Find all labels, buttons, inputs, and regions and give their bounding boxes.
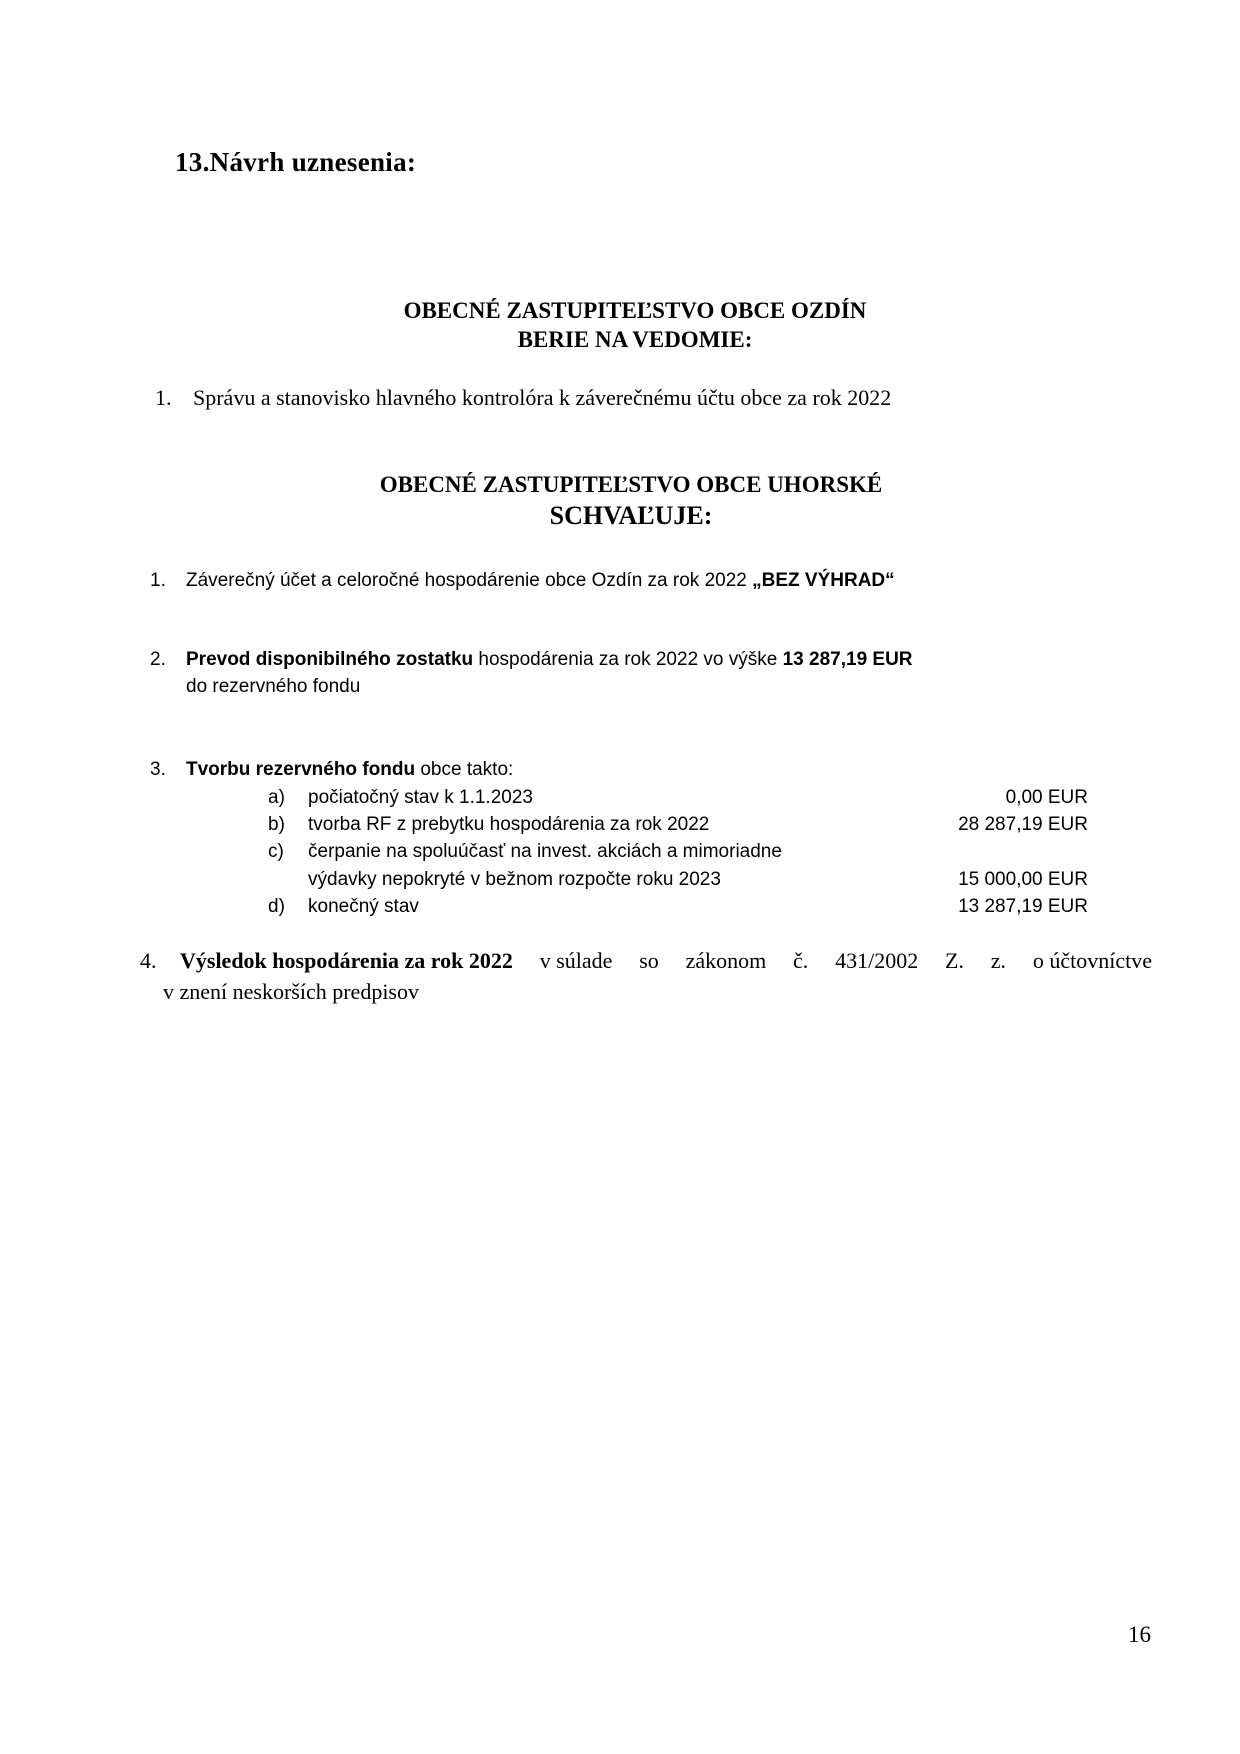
item-word: z. — [990, 948, 1007, 973]
item-word: v súlade — [539, 948, 613, 973]
item-number: 1. — [155, 385, 172, 410]
item-number: 2. — [150, 649, 166, 670]
section-2-item-4 — [140, 945, 1152, 1007]
item-number: 4. — [140, 948, 157, 973]
row-text: tvorba RF z prebytku hospodárenia za rok 2022 — [308, 814, 710, 835]
item-text-line-2: do rezervného fondu — [186, 676, 361, 697]
item-text: obce takto: — [415, 759, 514, 780]
item-emphasis: Prevod disponibilného zostatku — [186, 649, 474, 670]
item-line-1 — [140, 945, 1152, 976]
row-text: čerpanie na spoluúčasť na invest. akciách a mimoriadne — [308, 841, 782, 862]
row-letter: b) — [268, 814, 285, 835]
row-letter: c) — [268, 841, 284, 862]
section-2-item-2 — [150, 646, 913, 700]
item-emphasis: Výsledok hospodárenia za rok 2022 — [180, 948, 513, 973]
page-number: 16 — [1128, 1622, 1151, 1647]
row-amount: 13 287,19 EUR — [958, 896, 1088, 917]
item-line-2: v znení neskorších predpisov — [163, 979, 419, 1004]
item-word: o účtovníctve — [1032, 948, 1152, 973]
section-1-title — [0, 296, 1240, 354]
item-lead — [140, 945, 513, 976]
section-2-title — [0, 470, 1240, 532]
row-text: konečný stav — [308, 896, 419, 917]
section-1-item-1 — [155, 385, 891, 411]
item-word: č. — [793, 948, 809, 973]
row-amount: 28 287,19 EUR — [958, 814, 1088, 835]
section-2-title-line-2: SCHVAĽUJE: — [549, 501, 713, 530]
row-text: počiatočný stav k 1.1.2023 — [308, 787, 533, 808]
row-letter: a) — [268, 787, 285, 808]
item-word: so — [639, 948, 659, 973]
item-word: 431/2002 — [835, 948, 919, 973]
resolution-heading: 13.Návrh uznesenia: — [175, 147, 417, 177]
item-amount: 13 287,19 EUR — [782, 649, 913, 670]
section-2-title-line-1: OBECNÉ ZASTUPITEĽSTVO OBCE UHORSKÉ — [379, 472, 883, 497]
section-1-title-line-1: OBECNÉ ZASTUPITEĽSTVO OBCE OZDÍN — [403, 298, 867, 323]
row-text-line-2: výdavky nepokryté v bežnom rozpočte roku 2023 — [308, 869, 721, 890]
item-number: 3. — [150, 759, 166, 780]
section-1-title-line-2: BERIE NA VEDOMIE: — [517, 327, 753, 352]
section-2-item-3 — [150, 756, 514, 783]
row-amount: 0,00 EUR — [1005, 787, 1088, 808]
item-text: hospodárenia za rok 2022 vo výške — [473, 649, 783, 670]
item-text: Záverečný účet a celoročné hospodárenie obce Ozdín za rok 2022 — [186, 570, 753, 591]
item-word: zákonom — [685, 948, 767, 973]
item-number: 1. — [150, 570, 166, 591]
section-2-item-1 — [150, 567, 895, 594]
item-emphasis: Tvorbu rezervného fondu — [186, 759, 416, 780]
item-emphasis: „BEZ VÝHRAD“ — [752, 570, 895, 591]
item-word: Z. — [945, 948, 964, 973]
row-amount: 15 000,00 EUR — [958, 869, 1088, 890]
row-letter: d) — [268, 896, 285, 917]
item-text: Správu a stanovisko hlavného kontrolóra k záverečnému účtu obce za rok 2022 — [193, 385, 892, 410]
